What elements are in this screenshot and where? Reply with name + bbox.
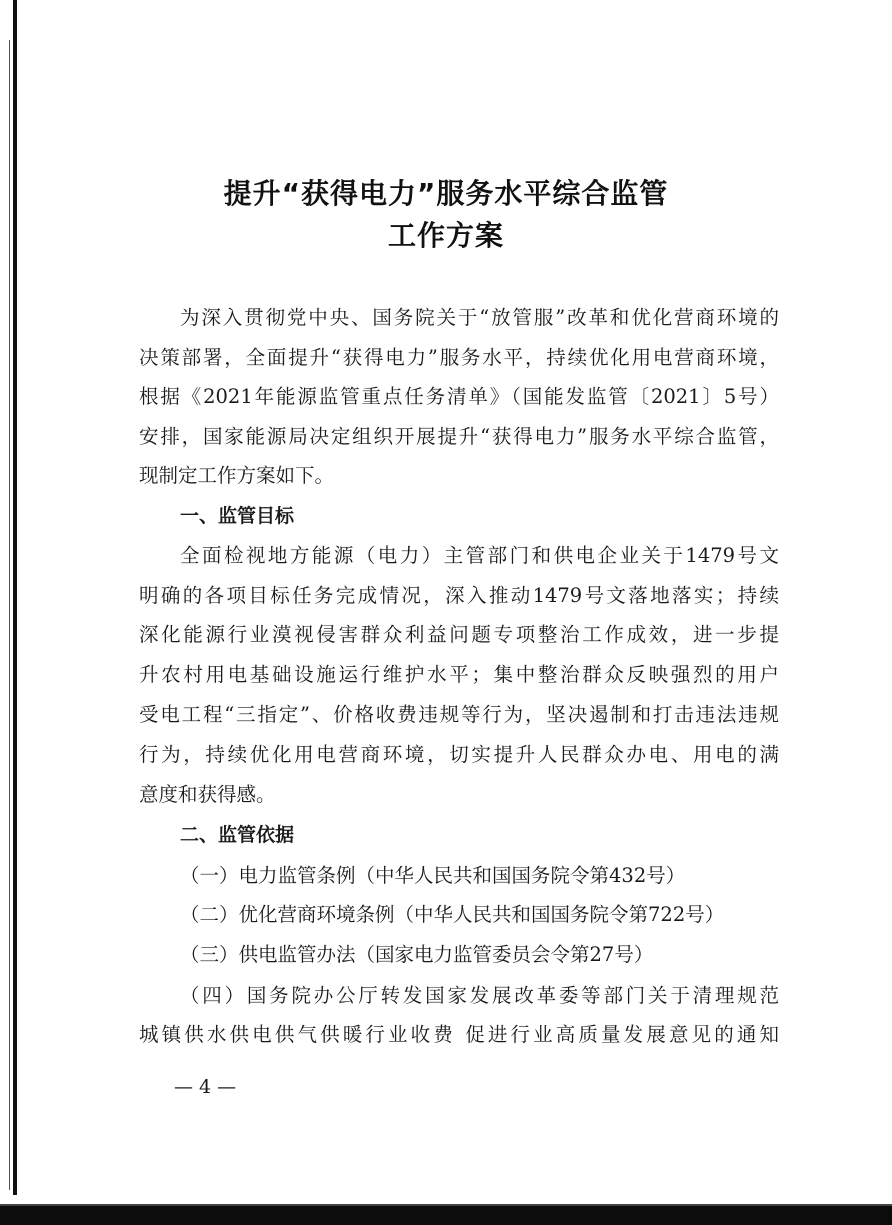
section1-line: 明确的各项目标任务完成情况，深入推动1479号文落地落实；持续 bbox=[139, 584, 779, 607]
page-number: — 4 — bbox=[174, 1076, 237, 1098]
section-heading-1: 一、监管目标 bbox=[180, 505, 295, 527]
section1-line: 行为，持续优化用电营商环境，切实提升人民群众办电、用电的满 bbox=[139, 743, 779, 766]
section-heading-2: 二、监管依据 bbox=[180, 824, 295, 846]
intro-line: 现制定工作方案如下。 bbox=[139, 464, 335, 487]
scan-edge-thin bbox=[9, 40, 10, 1190]
scan-edge-bottom bbox=[0, 1206, 892, 1225]
intro-line: 决策部署，全面提升“获得电力”服务水平，持续优化用电营商环境， bbox=[139, 346, 779, 369]
section1-line: 深化能源行业漠视侵害群众利益问题专项整治工作成效，进一步提 bbox=[139, 623, 779, 646]
section2-item-continuation: 城镇供水供电供气供暖行业收费 促进行业高质量发展意见的通知 bbox=[139, 1023, 779, 1046]
section2-item: （四）国务院办公厅转发国家发展改革委等部门关于清理规范 bbox=[180, 984, 779, 1007]
section1-line: 全面检视地方能源（电力）主管部门和供电企业关于1479号文 bbox=[180, 544, 779, 567]
document-title-line1: 提升“获得电力”服务水平综合监管 bbox=[223, 177, 669, 210]
section2-item: （二）优化营商环境条例（中华人民共和国国务院令第722号） bbox=[180, 903, 725, 926]
section1-line: 意度和获得感。 bbox=[139, 783, 276, 806]
intro-line: 根据《2021年能源监管重点任务清单》（国能发监管〔2021〕5号） bbox=[139, 385, 779, 408]
section1-line: 升农村用电基础设施运行维护水平；集中整治群众反映强烈的用户 bbox=[139, 663, 779, 686]
intro-line: 安排，国家能源局决定组织开展提升“获得电力”服务水平综合监管， bbox=[139, 425, 779, 448]
intro-line: 为深入贯彻党中央、国务院关于“放管服”改革和优化营商环境的 bbox=[180, 306, 779, 329]
section2-item: （一）电力监管条例（中华人民共和国国务院令第432号） bbox=[180, 864, 686, 887]
document-title-line2: 工作方案 bbox=[387, 219, 504, 252]
section1-line: 受电工程“三指定”、价格收费违规等行为，坚决遏制和打击违法违规 bbox=[139, 703, 779, 726]
section2-item: （三）供电监管办法（国家电力监管委员会令第27号） bbox=[180, 943, 654, 966]
